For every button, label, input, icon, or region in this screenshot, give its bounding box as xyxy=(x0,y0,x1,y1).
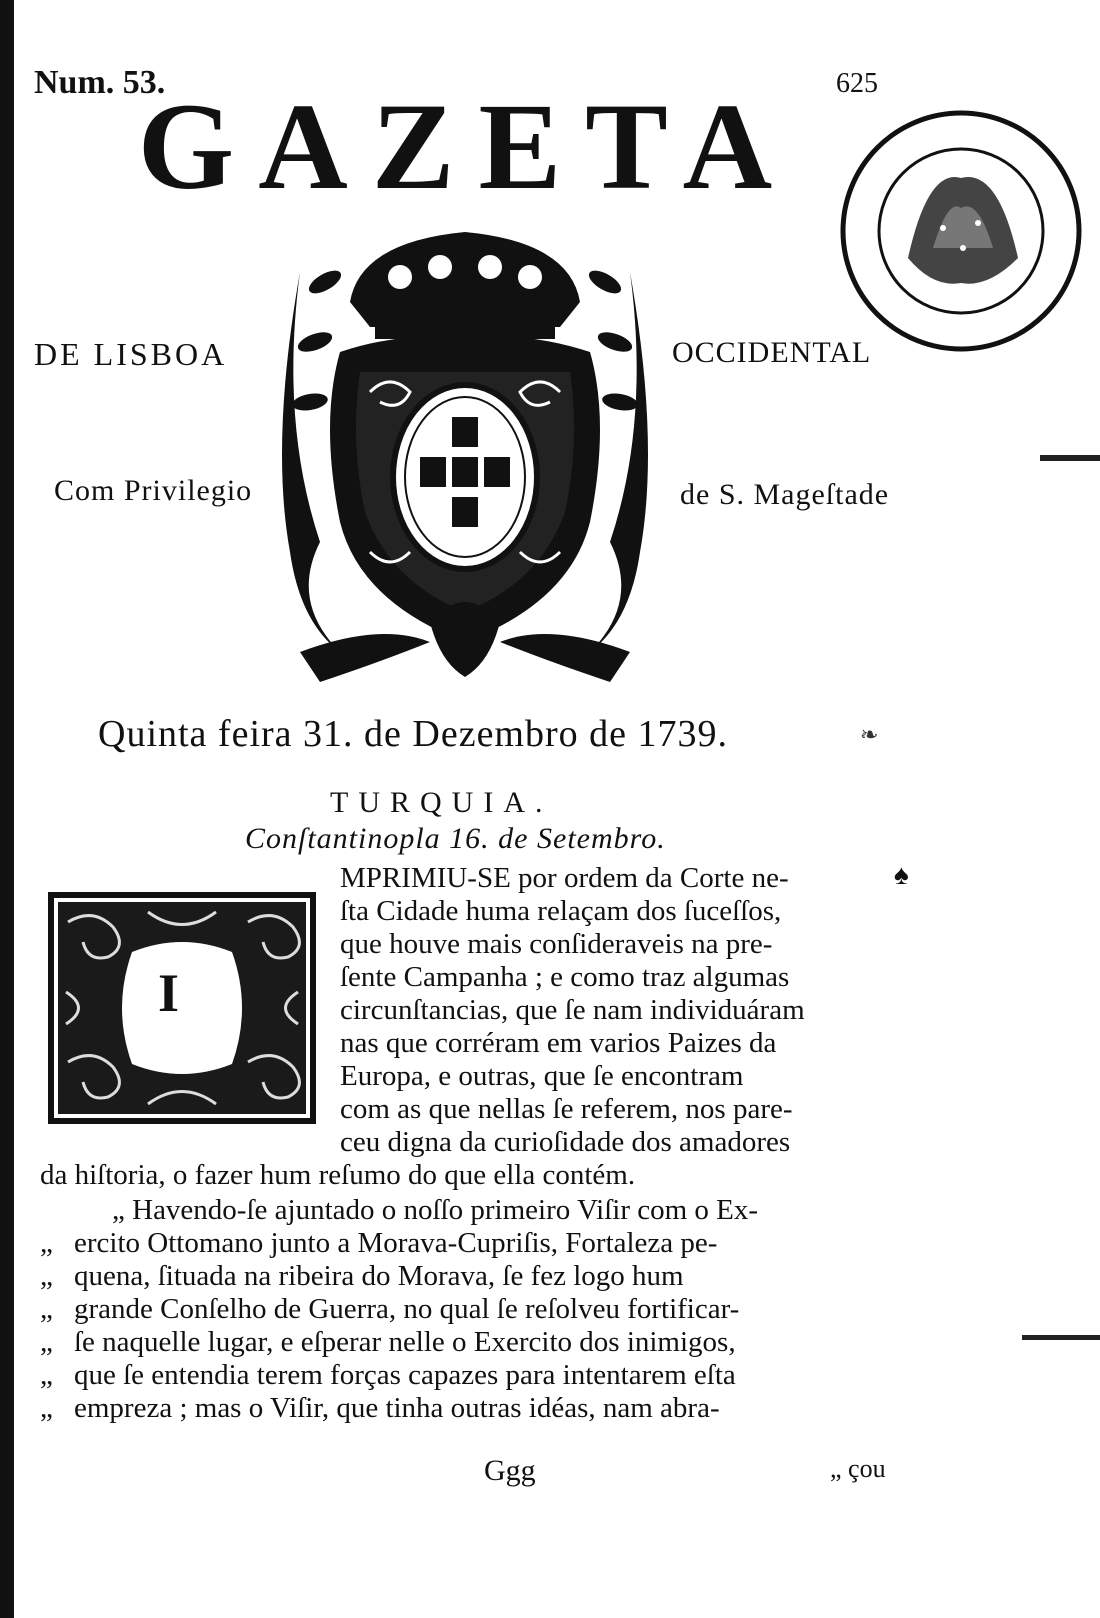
paragraph-line: ceu digna da curioſidade dos amadores xyxy=(340,1126,791,1158)
paragraph-line: ſta Cidade huma relaçam dos ſuceſſos, xyxy=(340,895,782,927)
paragraph-line: que ſe entendia terem forças capazes para intentarem eſta xyxy=(74,1359,736,1391)
quote-mark: „ xyxy=(40,1326,53,1358)
catchword: „ çou xyxy=(830,1454,886,1483)
paragraph-line: que houve mais conſideraveis na pre- xyxy=(340,928,773,960)
quote-mark: „ xyxy=(40,1227,53,1259)
scan-right-edge xyxy=(1040,455,1100,461)
printer-ornament-icon: ❧ xyxy=(860,722,879,747)
paragraph-line: ercito Ottomano junto a Morava-Cupriſis, Fortaleza pe- xyxy=(74,1227,718,1259)
paragraph-line: com as que nellas ſe referem, nos pare- xyxy=(340,1093,793,1125)
paragraph-line: ſente Campanha ; e como traz algumas xyxy=(340,961,790,993)
coat-of-arms-icon xyxy=(280,222,650,692)
quote-mark: „ xyxy=(40,1359,53,1391)
masthead-left-subtitle: DE LISBOA xyxy=(34,336,228,372)
paragraph-line: circunſtancias, que ſe nam individuáram xyxy=(340,994,805,1026)
paragraph-line: nas que corréram em varios Paizes da xyxy=(340,1027,777,1059)
paragraph-line: Europa, e outras, que ſe encontram xyxy=(340,1060,744,1092)
quote-mark: „ xyxy=(40,1260,53,1292)
privilege-right: de S. Mageſtade xyxy=(680,478,890,511)
issue-number: Num. 53. xyxy=(34,64,166,101)
quote-mark: „ xyxy=(40,1293,53,1325)
masthead-right-subtitle: OCCIDENTAL xyxy=(672,336,872,369)
signature-mark: Ggg xyxy=(484,1454,536,1487)
scan-left-border xyxy=(0,0,14,1618)
section-place-date: Conſtantinopla 16. de Setembro. xyxy=(245,822,666,855)
section-heading: TURQUIA. xyxy=(330,786,553,819)
decorated-initial-frame xyxy=(48,892,316,1124)
privilege-left: Com Privilegio xyxy=(54,474,253,507)
masthead-title: GAZETA xyxy=(137,78,797,215)
page-number: 625 xyxy=(836,68,878,99)
paragraph-line: empreza ; mas o Viſir, que tinha outras idéas, nam abra- xyxy=(74,1392,720,1424)
paragraph-line: quena, ſituada na ribeira do Morava, ſe fez logo hum xyxy=(74,1260,684,1292)
drop-cap-letter: I xyxy=(158,963,180,1023)
paragraph-line: ſe naquelle lugar, e eſperar nelle o Exercito dos inimigos, xyxy=(74,1326,736,1358)
paragraph-line: MPRIMIU-SE por ordem da Corte ne- xyxy=(340,862,789,894)
paragraph-line: „ Havendo-ſe ajuntado o noſſo primeiro Viſir com o Ex- xyxy=(112,1194,759,1226)
ink-blot-icon: ♠ xyxy=(894,860,909,891)
quote-mark: „ xyxy=(40,1392,53,1424)
paragraph-line: da hiſtoria, o fazer hum reſumo do que ella contém. xyxy=(40,1159,636,1191)
paragraph-line: grande Conſelho de Guerra, no qual ſe reſolveu fortificar- xyxy=(74,1293,740,1325)
scan-right-edge-lower xyxy=(1022,1335,1100,1340)
archive-stamp-icon xyxy=(838,108,1084,354)
dateline: Quinta feira 31. de Dezembro de 1739. xyxy=(98,713,729,755)
